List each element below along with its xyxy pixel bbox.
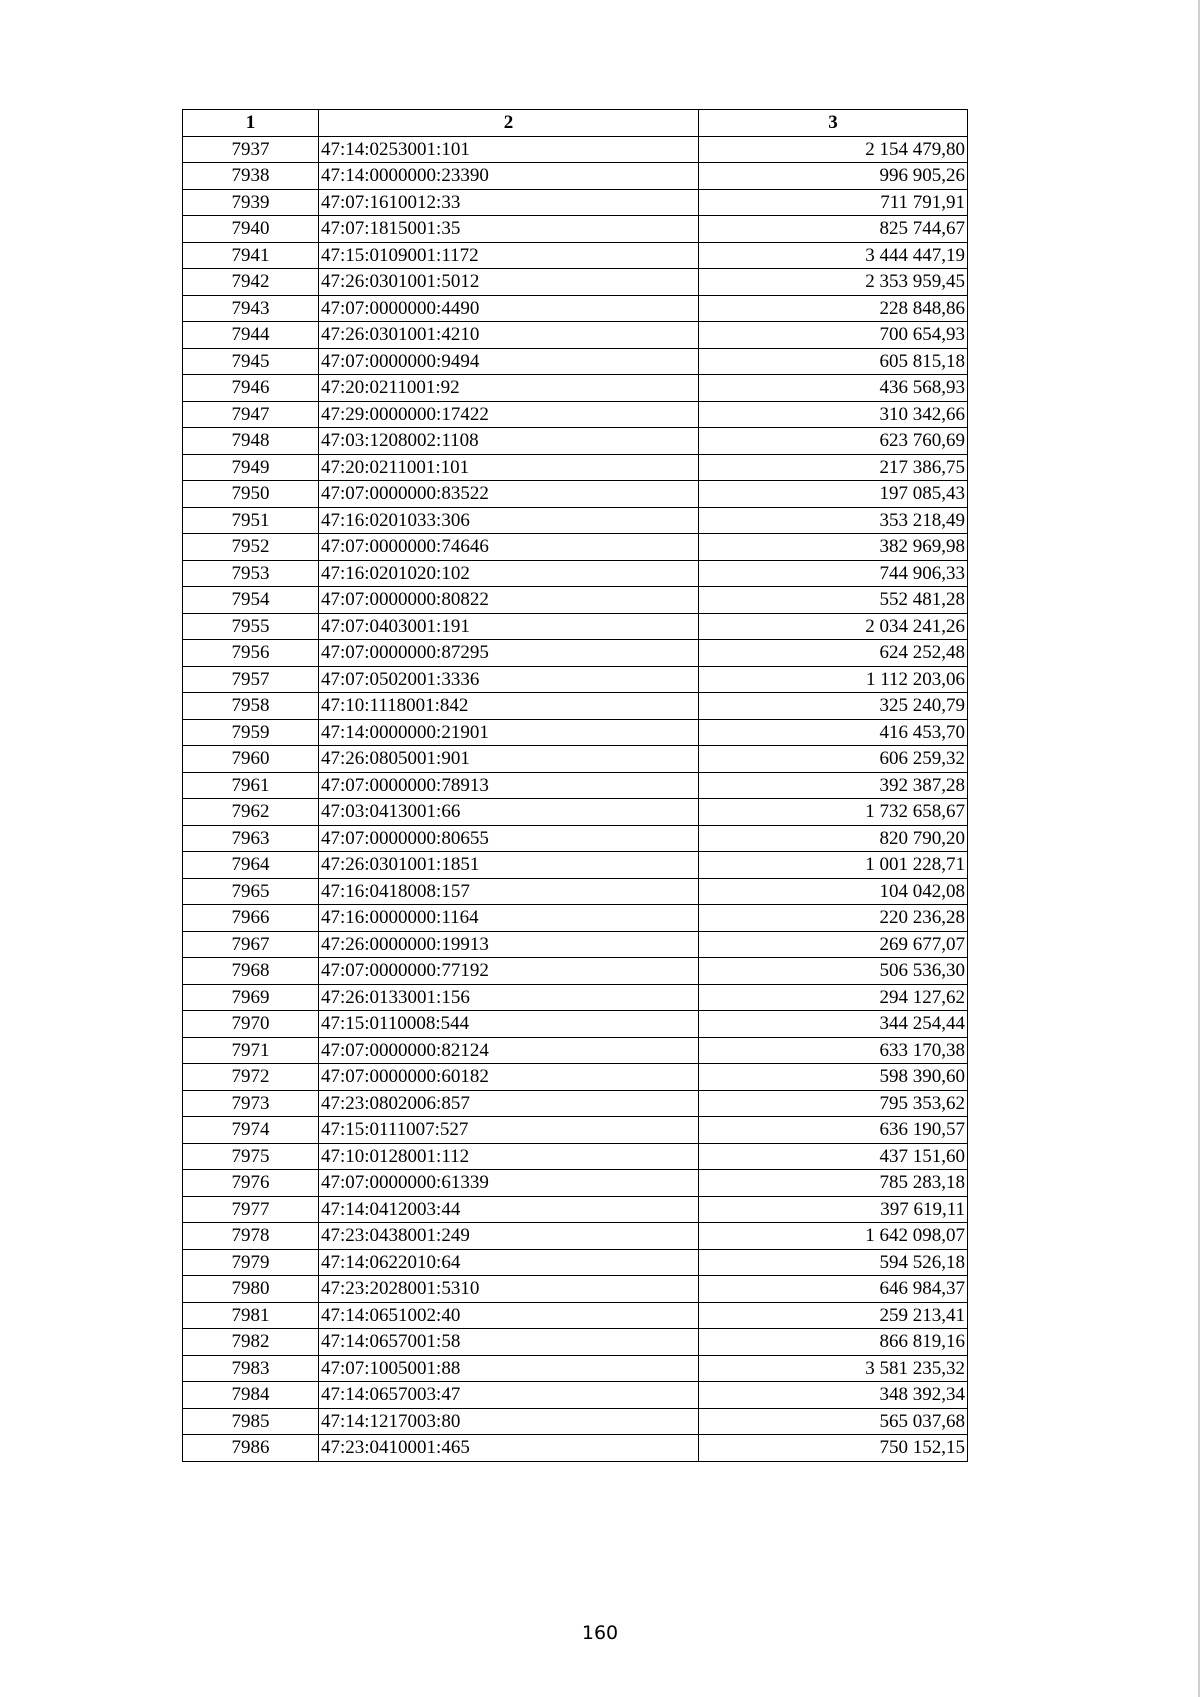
table-row: [183, 295, 968, 322]
table-row: [183, 136, 968, 163]
row-number-cell: 7947: [183, 401, 319, 428]
table-row: [183, 242, 968, 269]
table-row: [183, 1196, 968, 1223]
cadastral-number-cell: 47:14:0657003:47: [319, 1382, 699, 1409]
value-cell: 646 984,37: [699, 1276, 968, 1303]
row-number-cell: 7975: [183, 1143, 319, 1170]
cadastral-number-cell: 47:23:0410001:465: [319, 1435, 699, 1462]
table-body: [183, 136, 968, 1461]
table-row: [183, 1249, 968, 1276]
cadastral-number-cell: 47:26:0301001:4210: [319, 322, 699, 349]
table-header: [183, 110, 968, 137]
row-number-cell: 7955: [183, 613, 319, 640]
value-cell: 104 042,08: [699, 878, 968, 905]
row-number-cell: 7951: [183, 507, 319, 534]
table-row: [183, 958, 968, 985]
value-cell: 636 190,57: [699, 1117, 968, 1144]
row-number-cell: 7954: [183, 587, 319, 614]
cadastral-number-cell: 47:07:0000000:83522: [319, 481, 699, 508]
row-number-cell: 7964: [183, 852, 319, 879]
table-row: [183, 481, 968, 508]
row-number-cell: 7939: [183, 189, 319, 216]
table-row: [183, 1382, 968, 1409]
value-cell: 565 037,68: [699, 1408, 968, 1435]
row-number-cell: 7957: [183, 666, 319, 693]
row-number-cell: 7941: [183, 242, 319, 269]
value-cell: 2 034 241,26: [699, 613, 968, 640]
cadastral-number-cell: 47:07:0000000:77192: [319, 958, 699, 985]
value-cell: 605 815,18: [699, 348, 968, 375]
value-cell: 1 112 203,06: [699, 666, 968, 693]
value-cell: 996 905,26: [699, 163, 968, 190]
row-number-cell: 7966: [183, 905, 319, 932]
value-cell: 3 444 447,19: [699, 242, 968, 269]
row-number-cell: 7982: [183, 1329, 319, 1356]
value-cell: 506 536,30: [699, 958, 968, 985]
value-cell: 825 744,67: [699, 216, 968, 243]
cadastral-number-cell: 47:07:1610012:33: [319, 189, 699, 216]
row-number-cell: 7962: [183, 799, 319, 826]
table-row: [183, 1408, 968, 1435]
cadastral-number-cell: 47:26:0301001:5012: [319, 269, 699, 296]
row-number-cell: 7958: [183, 693, 319, 720]
row-number-cell: 7949: [183, 454, 319, 481]
table-row: [183, 1355, 968, 1382]
table-row: [183, 852, 968, 879]
cadastral-number-cell: 47:07:0000000:87295: [319, 640, 699, 667]
value-cell: 228 848,86: [699, 295, 968, 322]
table-row: [183, 1435, 968, 1462]
table-row: [183, 454, 968, 481]
row-number-cell: 7960: [183, 746, 319, 773]
cadastral-number-cell: 47:07:0403001:191: [319, 613, 699, 640]
table-row: [183, 825, 968, 852]
cadastral-number-cell: 47:14:0412003:44: [319, 1196, 699, 1223]
value-cell: 785 283,18: [699, 1170, 968, 1197]
registry-table: [182, 109, 968, 1462]
cadastral-number-cell: 47:07:0000000:74646: [319, 534, 699, 561]
value-cell: 2 353 959,45: [699, 269, 968, 296]
row-number-cell: 7952: [183, 534, 319, 561]
cadastral-number-cell: 47:26:0301001:1851: [319, 852, 699, 879]
cadastral-number-cell: 47:16:0418008:157: [319, 878, 699, 905]
table-row: [183, 984, 968, 1011]
table-row: [183, 560, 968, 587]
cadastral-number-cell: 47:14:1217003:80: [319, 1408, 699, 1435]
table-row: [183, 189, 968, 216]
table-row: [183, 719, 968, 746]
row-number-cell: 7953: [183, 560, 319, 587]
cadastral-number-cell: 47:07:0000000:61339: [319, 1170, 699, 1197]
table-row: [183, 348, 968, 375]
table-row: [183, 534, 968, 561]
cadastral-number-cell: 47:26:0133001:156: [319, 984, 699, 1011]
table-row: [183, 772, 968, 799]
header-col-1: 1: [183, 110, 319, 137]
table-row: [183, 269, 968, 296]
cadastral-number-cell: 47:23:2028001:5310: [319, 1276, 699, 1303]
value-cell: 624 252,48: [699, 640, 968, 667]
value-cell: 795 353,62: [699, 1090, 968, 1117]
row-number-cell: 7976: [183, 1170, 319, 1197]
cadastral-number-cell: 47:14:0657001:58: [319, 1329, 699, 1356]
cadastral-number-cell: 47:23:0438001:249: [319, 1223, 699, 1250]
cadastral-number-cell: 47:14:0651002:40: [319, 1302, 699, 1329]
cadastral-number-cell: 47:15:0109001:1172: [319, 242, 699, 269]
table-row: [183, 428, 968, 455]
row-number-cell: 7967: [183, 931, 319, 958]
value-cell: 623 760,69: [699, 428, 968, 455]
value-cell: 197 085,43: [699, 481, 968, 508]
row-number-cell: 7974: [183, 1117, 319, 1144]
value-cell: 259 213,41: [699, 1302, 968, 1329]
cadastral-number-cell: 47:23:0802006:857: [319, 1090, 699, 1117]
table-row: [183, 587, 968, 614]
value-cell: 436 568,93: [699, 375, 968, 402]
cadastral-number-cell: 47:14:0253001:101: [319, 136, 699, 163]
value-cell: 1 001 228,71: [699, 852, 968, 879]
cadastral-number-cell: 47:03:0413001:66: [319, 799, 699, 826]
row-number-cell: 7981: [183, 1302, 319, 1329]
value-cell: 820 790,20: [699, 825, 968, 852]
row-number-cell: 7984: [183, 1382, 319, 1409]
table-row: [183, 216, 968, 243]
value-cell: 416 453,70: [699, 719, 968, 746]
cadastral-number-cell: 47:16:0000000:1164: [319, 905, 699, 932]
value-cell: 220 236,28: [699, 905, 968, 932]
value-cell: 744 906,33: [699, 560, 968, 587]
cadastral-number-cell: 47:07:0502001:3336: [319, 666, 699, 693]
row-number-cell: 7948: [183, 428, 319, 455]
cadastral-number-cell: 47:10:0128001:112: [319, 1143, 699, 1170]
value-cell: 397 619,11: [699, 1196, 968, 1223]
row-number-cell: 7959: [183, 719, 319, 746]
value-cell: 606 259,32: [699, 746, 968, 773]
row-number-cell: 7986: [183, 1435, 319, 1462]
row-number-cell: 7978: [183, 1223, 319, 1250]
row-number-cell: 7950: [183, 481, 319, 508]
table-row: [183, 401, 968, 428]
cadastral-number-cell: 47:16:0201020:102: [319, 560, 699, 587]
cadastral-number-cell: 47:07:0000000:4490: [319, 295, 699, 322]
cadastral-number-cell: 47:14:0000000:23390: [319, 163, 699, 190]
table-row: [183, 1090, 968, 1117]
value-cell: 392 387,28: [699, 772, 968, 799]
cadastral-number-cell: 47:20:0211001:101: [319, 454, 699, 481]
value-cell: 382 969,98: [699, 534, 968, 561]
cadastral-number-cell: 47:07:0000000:80655: [319, 825, 699, 852]
row-number-cell: 7972: [183, 1064, 319, 1091]
cadastral-number-cell: 47:10:1118001:842: [319, 693, 699, 720]
row-number-cell: 7965: [183, 878, 319, 905]
cadastral-number-cell: 47:07:0000000:82124: [319, 1037, 699, 1064]
value-cell: 2 154 479,80: [699, 136, 968, 163]
row-number-cell: 7971: [183, 1037, 319, 1064]
table-row: [183, 640, 968, 667]
cadastral-number-cell: 47:07:0000000:9494: [319, 348, 699, 375]
value-cell: 344 254,44: [699, 1011, 968, 1038]
value-cell: 353 218,49: [699, 507, 968, 534]
header-col-3: 3: [699, 110, 968, 137]
value-cell: 217 386,75: [699, 454, 968, 481]
row-number-cell: 7970: [183, 1011, 319, 1038]
row-number-cell: 7977: [183, 1196, 319, 1223]
table-row: [183, 163, 968, 190]
value-cell: 594 526,18: [699, 1249, 968, 1276]
table-row: [183, 1143, 968, 1170]
row-number-cell: 7938: [183, 163, 319, 190]
table-row: [183, 799, 968, 826]
table-row: [183, 666, 968, 693]
table-row: [183, 693, 968, 720]
table-row: [183, 1117, 968, 1144]
row-number-cell: 7980: [183, 1276, 319, 1303]
cadastral-number-cell: 47:07:1815001:35: [319, 216, 699, 243]
row-number-cell: 7944: [183, 322, 319, 349]
row-number-cell: 7968: [183, 958, 319, 985]
value-cell: 294 127,62: [699, 984, 968, 1011]
table-row: [183, 931, 968, 958]
row-number-cell: 7979: [183, 1249, 319, 1276]
table-row: [183, 746, 968, 773]
table-row: [183, 878, 968, 905]
value-cell: 700 654,93: [699, 322, 968, 349]
value-cell: 325 240,79: [699, 693, 968, 720]
table-row: [183, 1011, 968, 1038]
row-number-cell: 7983: [183, 1355, 319, 1382]
cadastral-number-cell: 47:14:0000000:21901: [319, 719, 699, 746]
table-row: [183, 1223, 968, 1250]
cadastral-number-cell: 47:07:1005001:88: [319, 1355, 699, 1382]
value-cell: 552 481,28: [699, 587, 968, 614]
cadastral-number-cell: 47:16:0201033:306: [319, 507, 699, 534]
table-row: [183, 1329, 968, 1356]
row-number-cell: 7945: [183, 348, 319, 375]
row-number-cell: 7961: [183, 772, 319, 799]
table-row: [183, 375, 968, 402]
cadastral-number-cell: 47:26:0000000:19913: [319, 931, 699, 958]
value-cell: 711 791,91: [699, 189, 968, 216]
cadastral-number-cell: 47:15:0111007:527: [319, 1117, 699, 1144]
row-number-cell: 7937: [183, 136, 319, 163]
table-row: [183, 1064, 968, 1091]
table-row: [183, 1302, 968, 1329]
value-cell: 3 581 235,32: [699, 1355, 968, 1382]
value-cell: 750 152,15: [699, 1435, 968, 1462]
table-row: [183, 507, 968, 534]
value-cell: 598 390,60: [699, 1064, 968, 1091]
value-cell: 437 151,60: [699, 1143, 968, 1170]
table-row: [183, 1037, 968, 1064]
cadastral-number-cell: 47:03:1208002:1108: [319, 428, 699, 455]
cadastral-number-cell: 47:14:0622010:64: [319, 1249, 699, 1276]
table-row: [183, 1276, 968, 1303]
row-number-cell: 7969: [183, 984, 319, 1011]
row-number-cell: 7946: [183, 375, 319, 402]
row-number-cell: 7940: [183, 216, 319, 243]
cadastral-number-cell: 47:07:0000000:78913: [319, 772, 699, 799]
row-number-cell: 7963: [183, 825, 319, 852]
value-cell: 866 819,16: [699, 1329, 968, 1356]
header-row: [183, 110, 968, 137]
value-cell: 348 392,34: [699, 1382, 968, 1409]
table-row: [183, 613, 968, 640]
table-row: [183, 1170, 968, 1197]
value-cell: 310 342,66: [699, 401, 968, 428]
page-number: 160: [581, 1622, 619, 1644]
value-cell: 1 732 658,67: [699, 799, 968, 826]
cadastral-number-cell: 47:07:0000000:60182: [319, 1064, 699, 1091]
row-number-cell: 7943: [183, 295, 319, 322]
cadastral-number-cell: 47:26:0805001:901: [319, 746, 699, 773]
cadastral-number-cell: 47:07:0000000:80822: [319, 587, 699, 614]
value-cell: 633 170,38: [699, 1037, 968, 1064]
cadastral-number-cell: 47:15:0110008:544: [319, 1011, 699, 1038]
header-col-2: 2: [319, 110, 699, 137]
table-row: [183, 322, 968, 349]
cadastral-number-cell: 47:20:0211001:92: [319, 375, 699, 402]
row-number-cell: 7942: [183, 269, 319, 296]
row-number-cell: 7985: [183, 1408, 319, 1435]
value-cell: 1 642 098,07: [699, 1223, 968, 1250]
row-number-cell: 7973: [183, 1090, 319, 1117]
cadastral-number-cell: 47:29:0000000:17422: [319, 401, 699, 428]
value-cell: 269 677,07: [699, 931, 968, 958]
table-row: [183, 905, 968, 932]
row-number-cell: 7956: [183, 640, 319, 667]
